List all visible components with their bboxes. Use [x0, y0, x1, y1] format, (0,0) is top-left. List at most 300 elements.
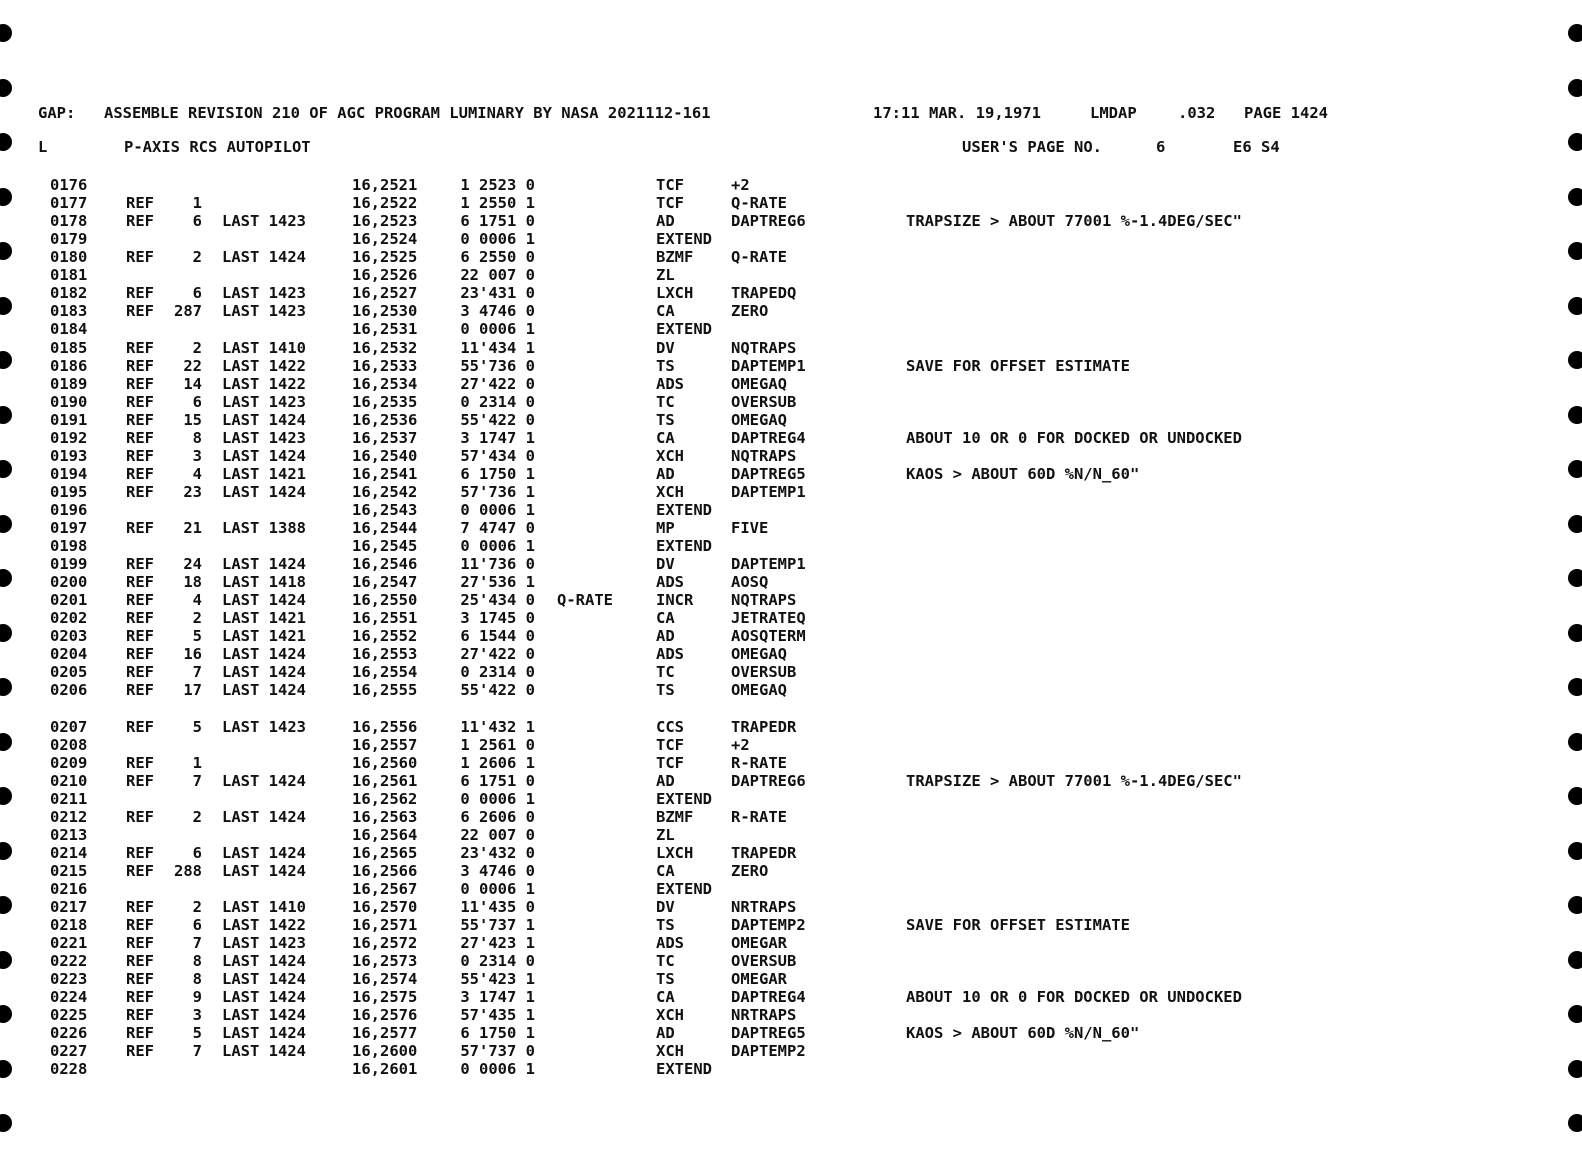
opcode: TS — [656, 681, 675, 700]
opcode: ADS — [656, 573, 684, 592]
last-ref: LAST 1422 — [222, 916, 306, 934]
operand: +2 — [731, 735, 750, 754]
opcode: TC — [656, 392, 675, 411]
ref-count: 2 — [192, 898, 202, 916]
opcode: EXTEND — [656, 789, 712, 808]
address: 16,2554 — [352, 663, 418, 682]
octal-word: 7 4747 0 — [460, 519, 535, 537]
address: 16,2532 — [352, 338, 418, 357]
ref-tag: REF — [126, 807, 154, 826]
octal-word: 3 4746 0 — [460, 302, 535, 321]
opcode: TS — [656, 970, 675, 989]
address: 16,2530 — [352, 302, 418, 321]
operand: OVERSUB — [731, 392, 797, 411]
ref-count: 7 — [192, 1042, 202, 1061]
line-number: 0224 — [50, 988, 88, 1007]
version: .032 — [1178, 104, 1216, 122]
opcode: LXCH — [656, 843, 694, 862]
listing-row — [0, 555, 1582, 573]
last-ref: LAST 1410 — [222, 338, 306, 357]
comment: SAVE FOR OFFSET ESTIMATE — [906, 916, 1130, 934]
operand: JETRATEQ — [731, 609, 806, 628]
octal-word: 27'423 1 — [460, 934, 535, 953]
operand: NQTRAPS — [731, 338, 797, 357]
line-number: 0202 — [50, 609, 88, 628]
ref-tag: REF — [126, 374, 154, 393]
listing-row — [0, 754, 1582, 772]
listing-row — [0, 357, 1582, 375]
line-number: 0212 — [50, 807, 88, 826]
line-number: 0204 — [50, 645, 88, 664]
address: 16,2572 — [352, 934, 418, 953]
last-ref: LAST 1421 — [222, 464, 306, 483]
address: 16,2566 — [352, 861, 418, 880]
ref-tag: REF — [126, 843, 154, 862]
address: 16,2553 — [352, 645, 418, 664]
section-code: E6 S4 — [1233, 138, 1280, 156]
line-number: 0201 — [50, 591, 88, 610]
listing-row — [0, 627, 1582, 645]
opcode: ZL — [656, 266, 675, 285]
ref-tag: REF — [126, 717, 154, 736]
line-number: 0215 — [50, 861, 88, 880]
address: 16,2526 — [352, 266, 418, 285]
octal-word: 6 2550 0 — [460, 248, 535, 267]
ref-count: 14 — [183, 374, 202, 393]
operand: ZERO — [731, 861, 769, 880]
listing-row — [0, 212, 1582, 230]
comment: KAOS > ABOUT 60D %N/N_60" — [906, 464, 1140, 483]
listing-row — [0, 230, 1582, 248]
listing-row — [0, 176, 1582, 194]
ref-count: 1 — [192, 194, 202, 213]
address: 16,2545 — [352, 537, 418, 555]
listing-row — [0, 898, 1582, 916]
address: 16,2561 — [352, 771, 418, 790]
line-number: 0185 — [50, 338, 88, 357]
tractor-hole — [1568, 24, 1582, 42]
operand: TRAPEDR — [731, 843, 797, 862]
last-ref: LAST 1423 — [222, 212, 306, 231]
last-ref: LAST 1424 — [222, 970, 306, 989]
operand: Q-RATE — [731, 194, 787, 213]
operand: NRTRAPS — [731, 1006, 797, 1025]
operand: OMEGAQ — [731, 374, 787, 393]
opcode: DV — [656, 338, 675, 357]
last-ref: LAST 1418 — [222, 573, 306, 592]
line-number: 0180 — [50, 248, 88, 267]
line-number: 0190 — [50, 392, 88, 411]
listing-row — [0, 248, 1582, 266]
last-ref: LAST 1423 — [222, 934, 306, 953]
listing-subheader — [0, 138, 1582, 156]
address: 16,2543 — [352, 500, 418, 519]
ref-tag: REF — [126, 464, 154, 483]
operand: DAPTREG5 — [731, 464, 806, 483]
ref-tag: REF — [126, 898, 154, 916]
listing-row — [0, 1042, 1582, 1060]
address: 16,2537 — [352, 428, 418, 447]
ref-tag: REF — [126, 194, 154, 213]
operand: TRAPEDQ — [731, 284, 797, 303]
comment: ABOUT 10 OR 0 FOR DOCKED OR UNDOCKED — [906, 988, 1242, 1007]
opcode: AD — [656, 212, 675, 231]
line-number: 0226 — [50, 1024, 88, 1043]
octal-word: 27'422 0 — [460, 374, 535, 393]
line-number: 0198 — [50, 537, 88, 555]
tractor-hole — [1568, 79, 1582, 97]
opcode: CA — [656, 861, 675, 880]
octal-word: 0 0006 1 — [460, 230, 535, 249]
ref-tag: REF — [126, 1042, 154, 1061]
ref-count: 6 — [192, 392, 202, 411]
octal-word: 25'434 0 — [460, 591, 535, 610]
comment: SAVE FOR OFFSET ESTIMATE — [906, 356, 1130, 375]
operand: OVERSUB — [731, 663, 797, 682]
ref-count: 2 — [192, 338, 202, 357]
ref-count: 3 — [192, 1006, 202, 1025]
ref-tag: REF — [126, 284, 154, 303]
address: 16,2571 — [352, 916, 418, 934]
operand: TRAPEDR — [731, 717, 797, 736]
octal-word: 11'435 0 — [460, 898, 535, 916]
subheader-marker: L — [38, 138, 48, 156]
operand: AOSQTERM — [731, 627, 806, 646]
octal-word: 0 2314 0 — [460, 663, 535, 682]
section-title: P-AXIS RCS AUTOPILOT — [124, 138, 311, 156]
octal-word: 0 0006 1 — [460, 500, 535, 519]
ref-count: 1 — [192, 753, 202, 772]
ref-count: 6 — [192, 843, 202, 862]
octal-word: 57'736 1 — [460, 482, 535, 501]
operand: OMEGAQ — [731, 681, 787, 700]
ref-tag: REF — [126, 1024, 154, 1043]
opcode: CA — [656, 302, 675, 321]
address: 16,2562 — [352, 789, 418, 808]
opcode: XCH — [656, 1006, 684, 1025]
opcode: AD — [656, 1024, 675, 1043]
address: 16,2560 — [352, 753, 418, 772]
octal-word: 6 1750 1 — [460, 464, 535, 483]
line-number: 0227 — [50, 1042, 88, 1061]
line-number: 0183 — [50, 302, 88, 321]
listing-row — [0, 880, 1582, 898]
octal-word: 57'737 0 — [460, 1042, 535, 1061]
opcode: BZMF — [656, 248, 694, 267]
last-ref: LAST 1424 — [222, 952, 306, 971]
octal-word: 22 007 0 — [460, 266, 535, 285]
opcode: EXTEND — [656, 230, 712, 249]
ref-count: 287 — [174, 302, 202, 321]
tractor-hole — [0, 1114, 12, 1132]
line-number: 0211 — [50, 789, 88, 808]
octal-word: 6 2606 0 — [460, 807, 535, 826]
ref-tag: REF — [126, 681, 154, 700]
comment: TRAPSIZE > ABOUT 77001 %-1.4DEG/SEC" — [906, 212, 1242, 231]
address: 16,2563 — [352, 807, 418, 826]
address: 16,2533 — [352, 356, 418, 375]
octal-word: 6 1751 0 — [460, 212, 535, 231]
ref-count: 6 — [192, 284, 202, 303]
octal-word: 6 1544 0 — [460, 627, 535, 646]
line-number: 0213 — [50, 825, 88, 844]
line-number: 0209 — [50, 753, 88, 772]
listing-row — [0, 916, 1582, 934]
ref-tag: REF — [126, 428, 154, 447]
ref-count: 5 — [192, 627, 202, 646]
address: 16,2535 — [352, 392, 418, 411]
octal-word: 27'422 0 — [460, 645, 535, 664]
address: 16,2601 — [352, 1060, 418, 1079]
address: 16,2542 — [352, 482, 418, 501]
octal-word: 0 0006 1 — [460, 789, 535, 808]
last-ref: LAST 1423 — [222, 284, 306, 303]
ref-count: 3 — [192, 446, 202, 465]
address: 16,2546 — [352, 555, 418, 573]
ref-count: 16 — [183, 645, 202, 664]
opcode: ADS — [656, 645, 684, 664]
listing-row — [0, 934, 1582, 952]
listing-row — [0, 1006, 1582, 1024]
operand: DAPTREG6 — [731, 771, 806, 790]
line-number: 0217 — [50, 898, 88, 916]
tractor-hole — [1568, 1114, 1582, 1132]
ref-tag: REF — [126, 663, 154, 682]
octal-word: 55'737 1 — [460, 916, 535, 934]
octal-word: 11'432 1 — [460, 717, 535, 736]
octal-word: 6 1750 1 — [460, 1024, 535, 1043]
ref-count: 7 — [192, 663, 202, 682]
operand: DAPTEMP1 — [731, 555, 806, 573]
octal-word: 1 2561 0 — [460, 735, 535, 754]
last-ref: LAST 1422 — [222, 356, 306, 375]
listing-row — [0, 970, 1582, 988]
ref-tag: REF — [126, 627, 154, 646]
line-number: 0177 — [50, 194, 88, 213]
listing-row — [0, 988, 1582, 1006]
line-number: 0199 — [50, 555, 88, 573]
ref-tag: REF — [126, 555, 154, 573]
operand: OVERSUB — [731, 952, 797, 971]
opcode: TS — [656, 410, 675, 429]
ref-tag: REF — [126, 519, 154, 537]
address: 16,2547 — [352, 573, 418, 592]
address: 16,2550 — [352, 591, 418, 610]
opcode: EXTEND — [656, 500, 712, 519]
address: 16,2570 — [352, 898, 418, 916]
operand: NQTRAPS — [731, 446, 797, 465]
listing-row — [0, 663, 1582, 681]
address: 16,2555 — [352, 681, 418, 700]
operand: AOSQ — [731, 573, 769, 592]
listing-row — [0, 681, 1582, 699]
operand: DAPTEMP1 — [731, 356, 806, 375]
last-ref: LAST 1424 — [222, 807, 306, 826]
line-number: 0216 — [50, 879, 88, 898]
ref-tag: REF — [126, 248, 154, 267]
listing-row — [0, 375, 1582, 393]
users-page-number: 6 — [1156, 138, 1166, 156]
line-number: 0228 — [50, 1060, 88, 1079]
opcode: EXTEND — [656, 1060, 712, 1079]
line-number: 0186 — [50, 356, 88, 375]
last-ref: LAST 1421 — [222, 609, 306, 628]
ref-tag: REF — [126, 771, 154, 790]
ref-count: 2 — [192, 248, 202, 267]
listing-row — [0, 591, 1582, 609]
address: 16,2564 — [352, 825, 418, 844]
line-number: 0196 — [50, 500, 88, 519]
line-number: 0223 — [50, 970, 88, 989]
address: 16,2524 — [352, 230, 418, 249]
octal-word: 0 2314 0 — [460, 392, 535, 411]
octal-word: 55'423 1 — [460, 970, 535, 989]
operand: R-RATE — [731, 753, 787, 772]
ref-count: 8 — [192, 970, 202, 989]
operand: FIVE — [731, 519, 769, 537]
address: 16,2576 — [352, 1006, 418, 1025]
octal-word: 0 0006 1 — [460, 537, 535, 555]
label: Q-RATE — [557, 591, 613, 610]
octal-word: 55'422 0 — [460, 410, 535, 429]
ref-count: 4 — [192, 464, 202, 483]
line-number: 0194 — [50, 464, 88, 483]
octal-word: 6 1751 0 — [460, 771, 535, 790]
operand: OMEGAR — [731, 970, 787, 989]
listing-row — [0, 573, 1582, 591]
line-number: 0203 — [50, 627, 88, 646]
opcode: TC — [656, 663, 675, 682]
operand: ZERO — [731, 302, 769, 321]
listing-row — [0, 465, 1582, 483]
ref-count: 7 — [192, 771, 202, 790]
operand: OMEGAQ — [731, 410, 787, 429]
octal-word: 1 2550 1 — [460, 194, 535, 213]
opcode: INCR — [656, 591, 694, 610]
last-ref: LAST 1424 — [222, 591, 306, 610]
listing-row — [0, 1060, 1582, 1078]
last-ref: LAST 1423 — [222, 392, 306, 411]
ref-tag: REF — [126, 916, 154, 934]
opcode: ZL — [656, 825, 675, 844]
address: 16,2552 — [352, 627, 418, 646]
assemble-text: ASSEMBLE REVISION 210 OF AGC PROGRAM LUMINARY BY NASA 2021112-161 — [104, 104, 711, 122]
ref-count: 24 — [183, 555, 202, 573]
listing-row — [0, 483, 1582, 501]
opcode: MP — [656, 519, 675, 537]
opcode: EXTEND — [656, 879, 712, 898]
opcode: ADS — [656, 374, 684, 393]
ref-count: 17 — [183, 681, 202, 700]
last-ref: LAST 1421 — [222, 627, 306, 646]
line-number: 0181 — [50, 266, 88, 285]
ref-tag: REF — [126, 482, 154, 501]
octal-word: 1 2523 0 — [460, 176, 535, 194]
listing-row — [0, 609, 1582, 627]
opcode: TC — [656, 952, 675, 971]
ref-tag: REF — [126, 212, 154, 231]
last-ref: LAST 1423 — [222, 717, 306, 736]
octal-word: 55'736 0 — [460, 356, 535, 375]
line-number: 0218 — [50, 916, 88, 934]
line-number: 0221 — [50, 934, 88, 953]
line-number: 0210 — [50, 771, 88, 790]
comment: ABOUT 10 OR 0 FOR DOCKED OR UNDOCKED — [906, 428, 1242, 447]
opcode: XCH — [656, 446, 684, 465]
listing-row — [0, 194, 1582, 212]
octal-word: 0 0006 1 — [460, 879, 535, 898]
comment: KAOS > ABOUT 60D %N/N_60" — [906, 1024, 1140, 1043]
last-ref: LAST 1424 — [222, 1042, 306, 1061]
operand: NRTRAPS — [731, 898, 797, 916]
listing-row — [0, 808, 1582, 826]
line-number: 0206 — [50, 681, 88, 700]
octal-word: 22 007 0 — [460, 825, 535, 844]
opcode: EXTEND — [656, 320, 712, 339]
last-ref: LAST 1424 — [222, 681, 306, 700]
ref-tag: REF — [126, 591, 154, 610]
line-number: 0182 — [50, 284, 88, 303]
last-ref: LAST 1424 — [222, 446, 306, 465]
address: 16,2577 — [352, 1024, 418, 1043]
ref-tag: REF — [126, 988, 154, 1007]
operand: Q-RATE — [731, 248, 787, 267]
tractor-hole — [0, 79, 12, 97]
listing-row — [0, 537, 1582, 555]
address: 16,2600 — [352, 1042, 418, 1061]
operand: NQTRAPS — [731, 591, 797, 610]
listing-row — [0, 393, 1582, 411]
line-number: 0178 — [50, 212, 88, 231]
listing-row — [0, 519, 1582, 537]
last-ref: LAST 1424 — [222, 663, 306, 682]
opcode: TCF — [656, 753, 684, 772]
last-ref: LAST 1424 — [222, 988, 306, 1007]
octal-word: 57'435 1 — [460, 1006, 535, 1025]
last-ref: LAST 1423 — [222, 302, 306, 321]
address: 16,2522 — [352, 194, 418, 213]
octal-word: 27'536 1 — [460, 573, 535, 592]
ref-tag: REF — [126, 302, 154, 321]
operand: DAPTEMP1 — [731, 482, 806, 501]
octal-word: 3 1747 1 — [460, 428, 535, 447]
datetime: 17:11 MAR. 19,1971 — [873, 104, 1041, 122]
listing-row — [0, 429, 1582, 447]
users-page-label: USER'S PAGE NO. — [962, 138, 1102, 156]
address: 16,2574 — [352, 970, 418, 989]
comment: TRAPSIZE > ABOUT 77001 %-1.4DEG/SEC" — [906, 771, 1242, 790]
opcode: TS — [656, 916, 675, 934]
line-number: 0176 — [50, 176, 88, 194]
last-ref: LAST 1424 — [222, 410, 306, 429]
operand: DAPTREG4 — [731, 988, 806, 1007]
ref-count: 18 — [183, 573, 202, 592]
ref-count: 23 — [183, 482, 202, 501]
listing-row — [0, 790, 1582, 808]
listing-row — [0, 339, 1582, 357]
line-number: 0191 — [50, 410, 88, 429]
address: 16,2523 — [352, 212, 418, 231]
operand: OMEGAR — [731, 934, 787, 953]
opcode: CA — [656, 428, 675, 447]
line-number: 0214 — [50, 843, 88, 862]
address: 16,2556 — [352, 717, 418, 736]
line-number: 0225 — [50, 1006, 88, 1025]
listing-row — [0, 736, 1582, 754]
octal-word: 23'432 0 — [460, 843, 535, 862]
address: 16,2544 — [352, 519, 418, 537]
ref-tag: REF — [126, 338, 154, 357]
